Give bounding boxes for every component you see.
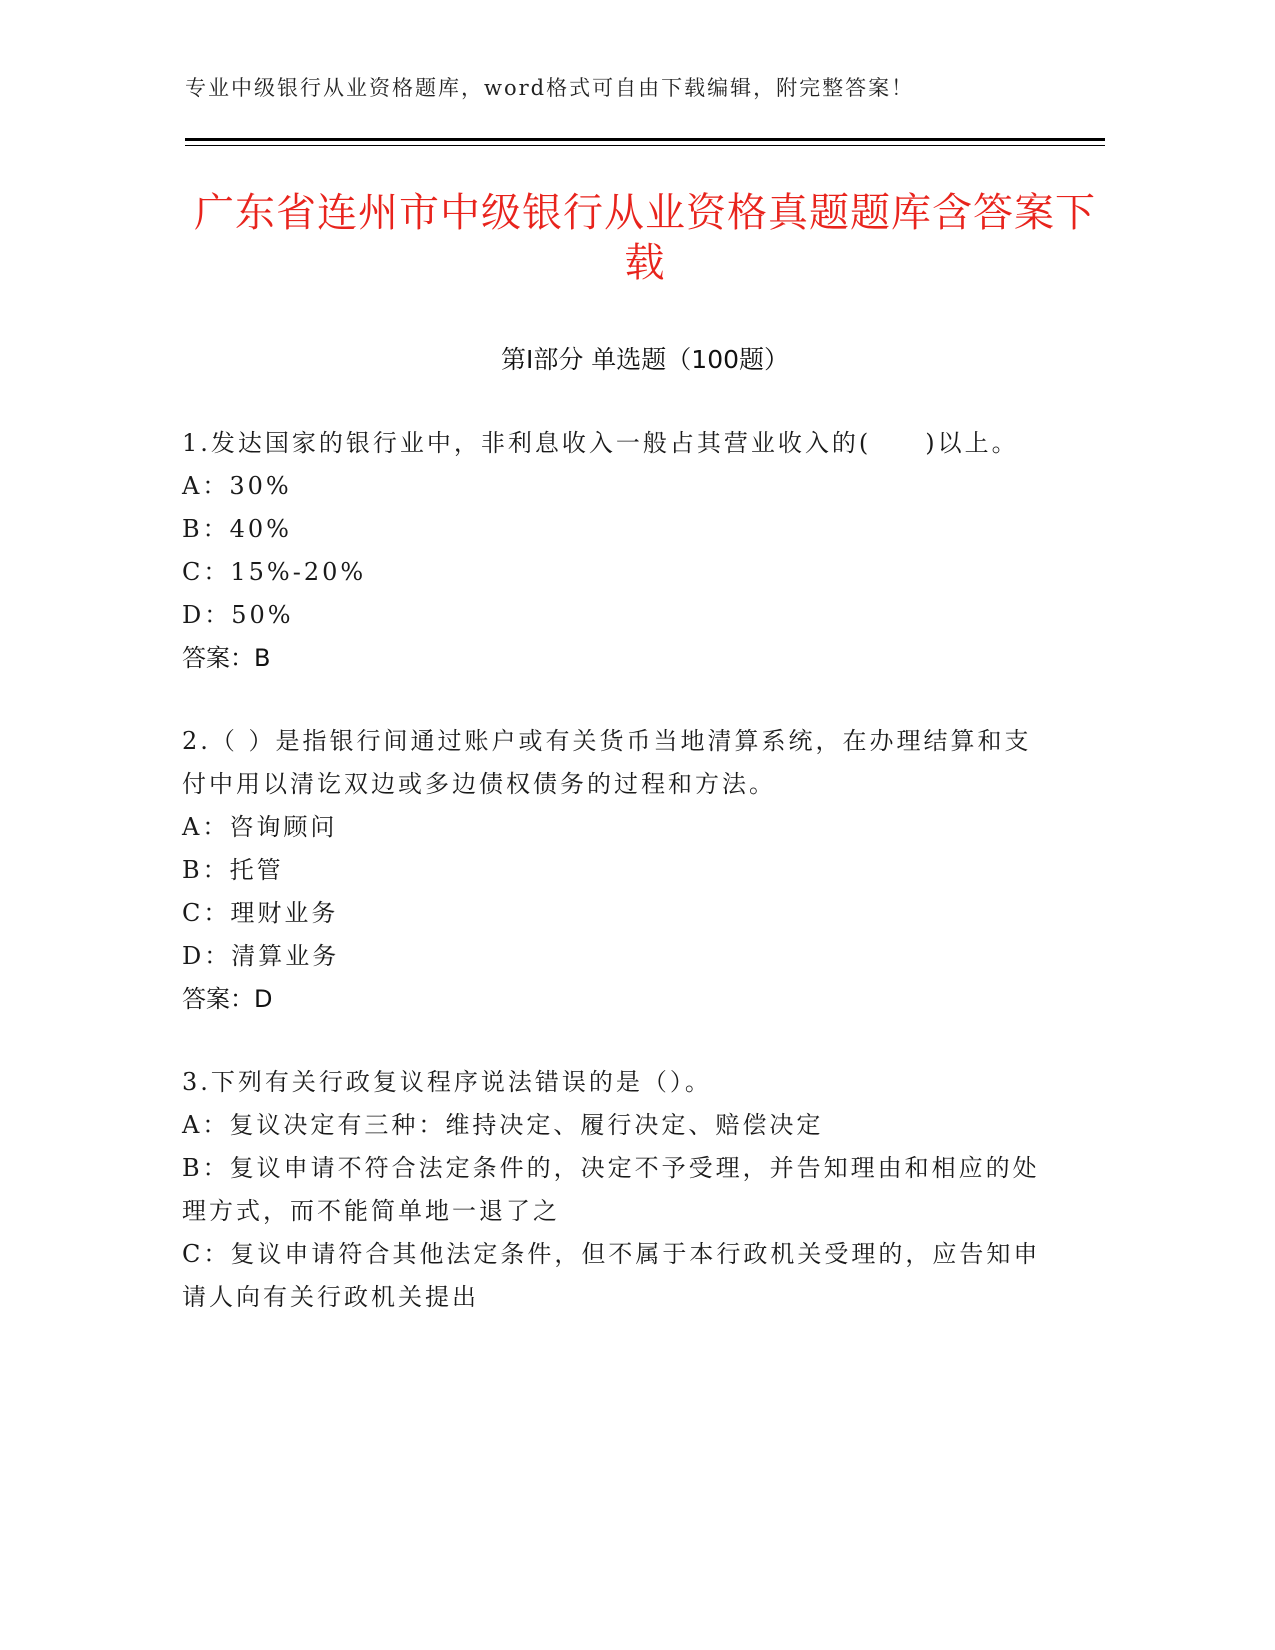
option-d: D：50%: [182, 601, 294, 629]
header-note: 专业中级银行从业资格题库，word格式可自由下载编辑，附完整答案！: [185, 76, 915, 100]
option-c: C：理财业务: [182, 899, 339, 927]
answer: 答案：B: [182, 644, 271, 672]
question-stem: 2.（ ）是指银行间通过账户或有关货币当地清算系统，在办理结算和支付中用以清讫双边或多边债权债务的过程和方法。: [182, 727, 1032, 798]
option-b: B：复议申请不符合法定条件的，决定不予受理，并告知理由和相应的处理方式，而不能简单地一退了之: [182, 1154, 1040, 1225]
option-a: A：30%: [182, 472, 292, 500]
question-3: [182, 1061, 1042, 1319]
section-title: 第Ⅰ部分 单选题（100题）: [500, 345, 790, 374]
option-a: A：复议决定有三种：维持决定、履行决定、赔偿决定: [182, 1111, 824, 1139]
option-c: C：复议申请符合其他法定条件，但不属于本行政机关受理的，应告知申请人向有关行政机关提出: [182, 1240, 1041, 1311]
option-d: D：清算业务: [182, 942, 340, 970]
header-rule-thick: [185, 138, 1105, 141]
document-title: 广东省连州市中级银行从业资格真题题库含答案下载: [194, 190, 1096, 286]
question-stem: 3.下列有关行政复议程序说法错误的是（）。: [182, 1068, 712, 1096]
option-b: B：40%: [182, 515, 292, 543]
header-rule-thin: [185, 145, 1105, 146]
question-1: [182, 422, 1042, 680]
question-list: [182, 422, 1042, 1359]
option-a: A：咨询顾问: [182, 813, 338, 841]
question-2: [182, 720, 1042, 1021]
option-c: C：15%-20%: [182, 558, 367, 586]
answer: 答案：D: [182, 985, 273, 1013]
option-b: B：托管: [182, 856, 284, 884]
question-stem: 1.发达国家的银行业中，非利息收入一般占其营业收入的( )以上。: [182, 429, 1019, 457]
